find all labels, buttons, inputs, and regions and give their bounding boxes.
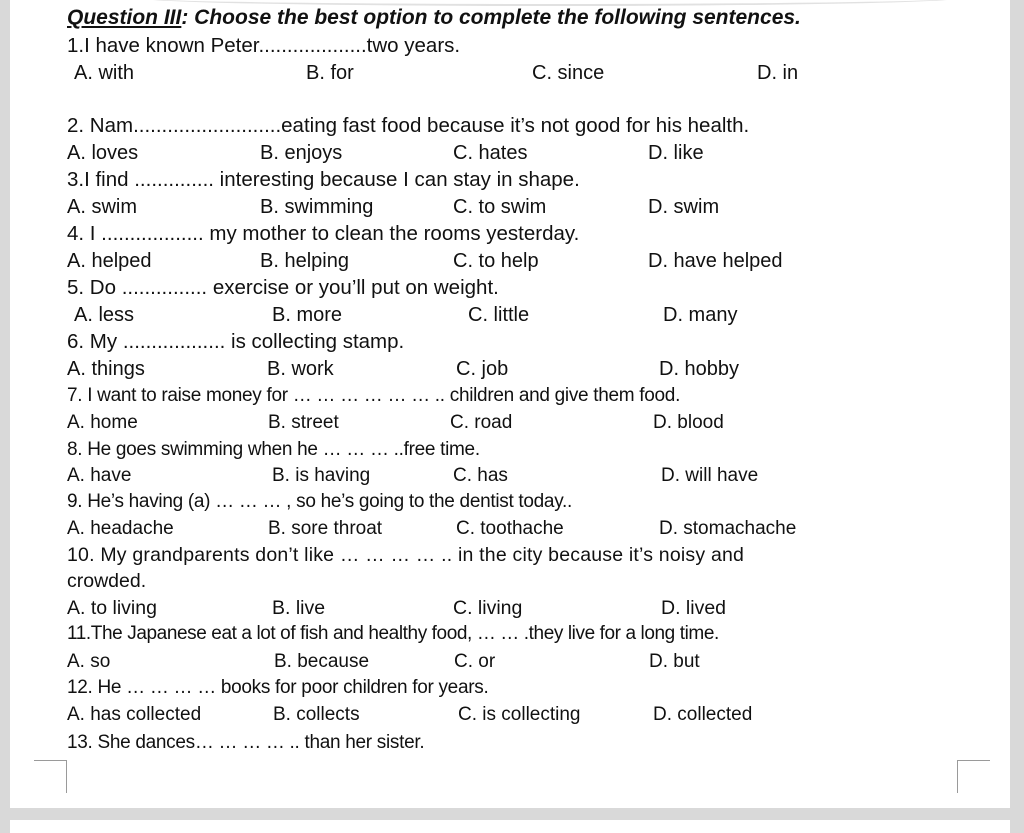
question-3: 3.I find .............. interesting because I can stay in shape. — [67, 168, 580, 191]
q1-option-a: A. with — [74, 62, 135, 84]
q5-option-c: C. little — [468, 304, 530, 326]
page-corner-mark-left — [34, 760, 67, 793]
question-5: 5. Do ............... exercise or you’ll put on weight. — [67, 276, 499, 299]
q4-option-a: A. helped — [67, 250, 152, 272]
q4-option-d: D. have helped — [648, 250, 783, 272]
q5-option-a: A. less — [74, 304, 135, 326]
question-8: 8. He goes swimming when he … … … ..free time. — [67, 439, 480, 460]
q2-option-b: B. enjoys — [260, 142, 343, 164]
q7-option-b: B. street — [268, 412, 339, 433]
q12-option-d: D. collected — [653, 704, 753, 725]
q4-option-c: C. to help — [453, 250, 539, 272]
page-corner-mark-right — [957, 760, 990, 793]
q6-option-d: D. hobby — [659, 358, 740, 380]
worksheet-page — [10, 0, 1010, 808]
q10-option-a: A. to living — [67, 597, 157, 619]
q12-option-a: A. has collected — [67, 704, 202, 725]
question-1: 1.I have known Peter...................two years. — [67, 34, 461, 57]
q3-option-c: C. to swim — [453, 196, 547, 218]
question-2: 2. Nam..........................eating fast food because it’s not good for his health. — [67, 114, 750, 137]
q12-option-c: C. is collecting — [458, 704, 581, 725]
q8-option-a: A. have — [67, 465, 132, 486]
question-10-continued: crowded. — [67, 570, 147, 592]
q7-option-d: D. blood — [653, 412, 724, 433]
q8-option-c: C. has — [453, 465, 508, 486]
q10-option-b: B. live — [272, 597, 326, 619]
q11-option-b: B. because — [274, 651, 370, 672]
next-page-edge — [10, 820, 1010, 833]
question-10: 10. My grandparents don’t like … … … … .. in the city because it’s noisy and — [67, 544, 745, 566]
q9-option-a: A. headache — [67, 518, 174, 539]
q3-option-d: D. swim — [648, 196, 720, 218]
q11-option-a: A. so — [67, 651, 111, 672]
q4-option-b: B. helping — [260, 250, 349, 272]
q1-option-d: D. in — [757, 62, 799, 84]
q8-option-b: B. is having — [272, 465, 371, 486]
q11-option-d: D. but — [649, 651, 700, 672]
q2-option-c: C. hates — [453, 142, 528, 164]
heading-label: Question III — [67, 6, 182, 29]
q9-option-b: B. sore throat — [268, 518, 383, 539]
q9-option-d: D. stomachache — [659, 518, 797, 539]
q3-option-b: B. swimming — [260, 196, 374, 218]
q5-option-b: B. more — [272, 304, 343, 326]
question-6: 6. My .................. is collecting stamp. — [67, 330, 405, 353]
question-12: 12. He … … … … books for poor children for years. — [67, 677, 489, 698]
q11-option-c: C. or — [454, 651, 496, 672]
section-heading — [67, 6, 801, 30]
q5-option-d: D. many — [663, 304, 738, 326]
question-7: 7. I want to raise money for … … … … … … .. children and give them food. — [67, 385, 681, 406]
q1-option-c: C. since — [532, 62, 605, 84]
heading-instruction: : Choose the best option to complete the following sentences. — [181, 6, 801, 29]
q2-option-d: D. like — [648, 142, 704, 164]
q8-option-d: D. will have — [661, 465, 759, 486]
question-9: 9. He’s having (a) … … … , so he’s going to the dentist today.. — [67, 491, 572, 512]
q2-option-a: A. loves — [67, 142, 139, 164]
question-11: 11.The Japanese eat a lot of fish and healthy food, … … .they live for a long time. — [67, 623, 719, 644]
question-13: 13. She dances… … … … .. than her sister. — [67, 732, 425, 753]
q3-option-a: A. swim — [67, 196, 137, 218]
q10-option-d: D. lived — [661, 597, 727, 619]
question-4: 4. I .................. my mother to clean the rooms yesterday. — [67, 222, 580, 245]
q6-option-b: B. work — [267, 358, 334, 380]
q7-option-c: C. road — [450, 412, 513, 433]
q6-option-a: A. things — [67, 358, 145, 380]
q12-option-b: B. collects — [273, 704, 360, 725]
q1-option-b: B. for — [306, 62, 354, 84]
q10-option-c: C. living — [453, 597, 523, 619]
q7-option-a: A. home — [67, 412, 138, 433]
q6-option-c: C. job — [456, 358, 509, 380]
q9-option-c: C. toothache — [456, 518, 564, 539]
